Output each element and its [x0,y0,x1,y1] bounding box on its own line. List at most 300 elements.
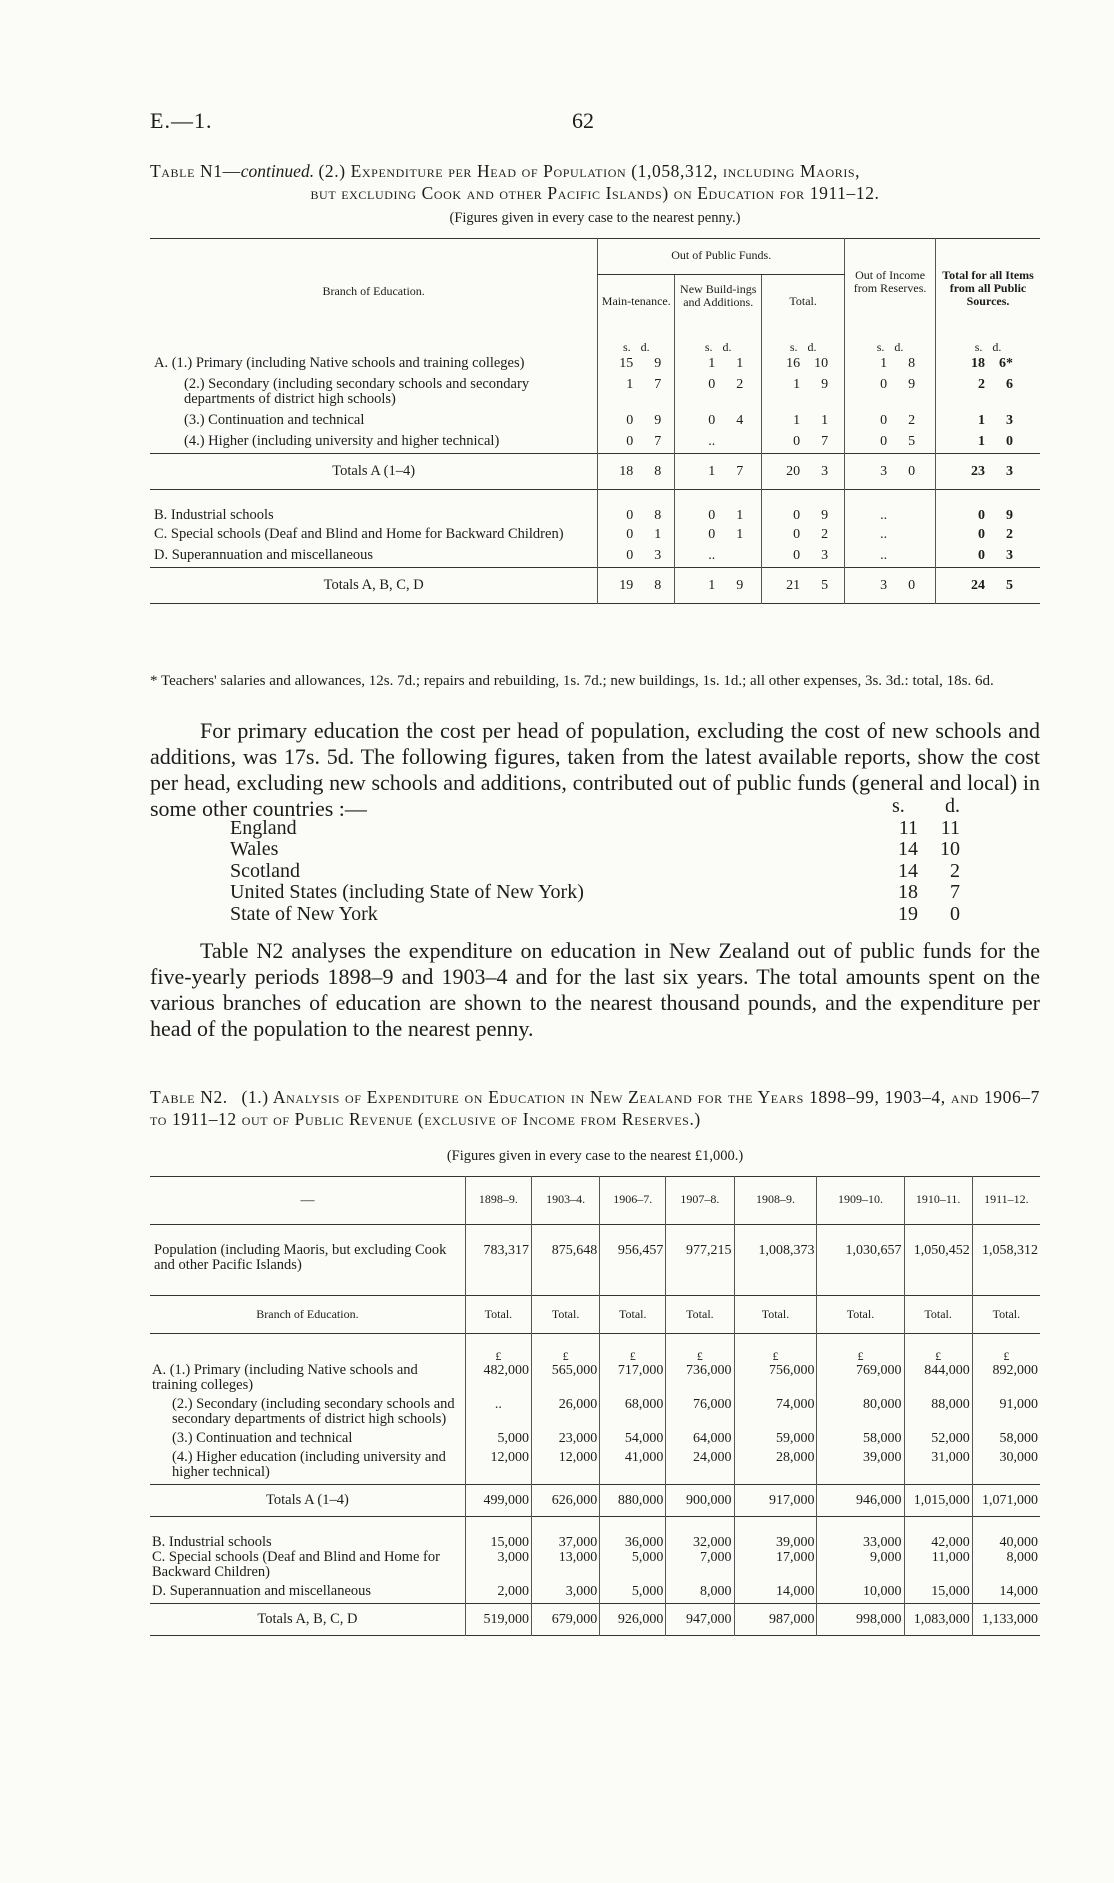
table2-currency: £ [600,1334,666,1364]
value-shillings: 23 [971,464,986,479]
table1-col-public: Out of Public Funds. [598,239,845,275]
table2-cell: 880,000 [600,1485,666,1517]
table2-cell: 8,000 [666,1584,734,1604]
unit-s: s. [789,340,798,354]
table2-row-label: B. Industrial schools [152,1534,272,1550]
value-shillings: 18 [971,356,986,371]
table2-cell: 28,000 [734,1450,817,1485]
value-pence: 1 [821,413,829,428]
table2-cell: 32,000 [666,1517,734,1551]
table2-cell: 31,000 [904,1450,972,1485]
table1-row-label: B. Industrial schools [154,507,274,523]
table1-cell-a [936,432,1040,454]
value-pence: 0 [908,578,916,593]
table1-cell-t [762,490,845,526]
table2-cell: 917,000 [734,1485,817,1517]
table1-row [150,375,1040,411]
table1-cell-r [845,568,936,604]
table1-cell-r [845,432,936,454]
country-cost-s: 14 [898,838,918,860]
value-pence: 6* [999,356,1014,371]
country-row [230,882,960,904]
value-shillings: 0 [978,508,986,523]
country-name: State of New York [230,902,378,925]
table2-population-row [150,1225,1040,1296]
value-pence: 9 [654,413,662,428]
country-row [230,861,960,883]
value-shillings: 0 [626,434,634,449]
value-pence: 1 [736,527,744,542]
table1-row-label: Totals A (1–4) [332,463,416,479]
value-shillings: 1 [626,377,634,392]
table2 [150,1176,1040,1636]
table1-col-newbuild: New Build-ings and Additions. [675,275,762,324]
table2-cell: 54,000 [600,1431,666,1450]
table2-cell: 565,000 [531,1363,599,1397]
table2-year-header: 1903–4. [531,1177,599,1225]
table1-cell-r [845,454,936,490]
table2-cell: 5,000 [600,1584,666,1604]
table1-cell-t [762,546,845,568]
country-cost-d: 10 [940,838,960,860]
table2-cell: 626,000 [531,1485,599,1517]
table2-cell: 30,000 [972,1450,1040,1485]
table1-cell-t [762,525,845,546]
table2-row [150,1363,1040,1397]
value-shillings: 0 [880,413,888,428]
value-shillings: 0 [978,527,986,542]
value-shillings: 1 [880,356,888,371]
table2-population-value: 1,030,657 [817,1225,904,1296]
value-shillings: .. [880,508,888,523]
table2-row-label: Totals A (1–4) [266,1492,349,1508]
table1-cell-n [675,525,762,546]
table1-row [150,525,1040,546]
table2-cell: 900,000 [666,1485,734,1517]
table1-totals-row [150,568,1040,604]
table1-cell-m [598,568,675,604]
table1-cell-m [598,411,675,432]
table2-population-value: 1,008,373 [734,1225,817,1296]
table1-title-line1: (2.) Expenditure per Head of Population (1,058,312, including Maoris, [318,161,861,181]
table2-cell: 10,000 [817,1584,904,1604]
country-cost-d: 2 [950,859,960,882]
table1-cell-n [675,432,762,454]
value-pence: 8 [654,508,662,523]
table2-total-header: Total. [531,1296,599,1334]
value-pence: 7 [654,434,662,449]
table2-row-label: D. Superannuation and miscellaneous [152,1583,372,1599]
table1-cell-t [762,568,845,604]
table2-cell: 1,015,000 [904,1485,972,1517]
value-pence: 3 [1006,413,1014,428]
table2-cell: 519,000 [465,1604,531,1636]
country-row [230,818,960,840]
value-pence: 3 [821,464,829,479]
value-pence: 6 [1006,377,1014,392]
value-shillings: 0 [793,508,801,523]
table2-cell: 12,000 [531,1450,599,1485]
table2-cell: 33,000 [817,1517,904,1551]
table1-cell-a [936,354,1040,375]
table2-row [150,1397,1040,1431]
value-pence: 0 [1006,434,1014,449]
table2-cell: 15,000 [465,1517,531,1551]
countries-list [230,796,960,925]
country-name: Scotland [230,859,300,882]
value-pence: 8 [654,578,662,593]
table2-title: (1.) Analysis of Expenditure on Education in New Zealand for the Years 1898–99, 1903–4, and 1906–7 to 1911–12 out of Public Revenue (exclusive of Income from Reserves.) [150,1087,1041,1129]
value-pence: 3 [1006,548,1014,563]
table2-currency: £ [972,1334,1040,1364]
table2-cell: 926,000 [600,1604,666,1636]
value-shillings: .. [708,434,716,449]
table2-population-value: 1,058,312 [972,1225,1040,1296]
table2-cell: 42,000 [904,1517,972,1551]
table1-row-label: (2.) Secondary (including secondary schools and secondary departments of district high schools) [184,376,530,407]
table1-label: Table N1— [150,161,241,181]
table2-cell: 41,000 [600,1450,666,1485]
table2-cell: 9,000 [817,1550,904,1584]
table2-currency: £ [817,1334,904,1364]
table2-row [150,1584,1040,1604]
value-shillings: 1 [708,464,716,479]
table1-row [150,546,1040,568]
table2-cell: 17,000 [734,1550,817,1584]
table2-row [150,1550,1040,1584]
table2-cell: 7,000 [666,1550,734,1584]
value-shillings: 1 [793,413,801,428]
value-pence: 7 [821,434,829,449]
paragraph-primary-cost-text: For primary education the cost per head of population, excluding the cost of new schools and additions, was 17s. 5d. The following figures, taken from the latest available reports, show the cost per head, excluding new schools and additions, contributed out of public funds (general and local) in some other countries :— [150,718,1040,821]
countries-unit-s: s. [892,795,905,817]
table1-cell-m [598,525,675,546]
country-row [230,839,960,861]
table2-cell: 987,000 [734,1604,817,1636]
table2-cell: 892,000 [972,1363,1040,1397]
value-shillings: .. [880,527,888,542]
table1-unit-cell [936,323,1040,354]
value-shillings: 0 [626,508,634,523]
table2-population-value: 783,317 [465,1225,531,1296]
table1-cell-t [762,354,845,375]
table2-row-label: C. Special schools (Deaf and Blind and Home for Backward Children) [152,1549,440,1580]
value-shillings: 15 [619,356,634,371]
table2-cell: 8,000 [972,1550,1040,1584]
table2-row [150,1450,1040,1485]
table1-col-alltotal: Total for all Items from all Public Sources. [936,239,1040,324]
table2-cell: 12,000 [465,1450,531,1485]
value-pence: 1 [736,508,744,523]
value-pence: 9 [736,578,744,593]
table1-cell-n [675,454,762,490]
table1-cell-m [598,375,675,411]
value-pence: 8 [654,464,662,479]
table2-total-header: Total. [465,1296,531,1334]
value-pence: 9 [821,508,829,523]
table2-cell: 14,000 [972,1584,1040,1604]
table2-totals-row [150,1485,1040,1517]
unit-d: d. [722,340,732,354]
countries-unit-row [230,796,960,818]
table2-cell: 91,000 [972,1397,1040,1431]
table2-population-value: 875,648 [531,1225,599,1296]
country-cost-s: 18 [898,881,918,903]
value-pence: 2 [1006,527,1014,542]
page-number: 62 [572,108,594,133]
table2-cell: 1,083,000 [904,1604,972,1636]
table2-caption [150,1086,1040,1130]
table2-cell: 58,000 [972,1431,1040,1450]
table1-cell-n [675,546,762,568]
value-pence: 5 [821,578,829,593]
country-cost-d: 11 [940,816,960,839]
unit-s: s. [974,340,983,354]
table2-cell: 36,000 [600,1517,666,1551]
table1-cell-r [845,525,936,546]
table2-cell: 1,071,000 [972,1485,1040,1517]
value-pence: 10 [814,356,829,371]
table2-branch-header-row [150,1296,1040,1334]
value-pence: 3 [654,548,662,563]
value-shillings: 21 [786,578,801,593]
table1-unit-cell [675,323,762,354]
table2-dash: — [300,1193,315,1208]
table2-body [150,1225,1040,1636]
table1-cell-m [598,454,675,490]
table2-cell: 58,000 [817,1431,904,1450]
table1-cell-t [762,454,845,490]
table2-population-label: Population (including Maoris, but excluding Cook and other Pacific Islands) [154,1242,447,1273]
country-cost [892,882,960,904]
table1-cell-r [845,490,936,526]
table2-cell: 88,000 [904,1397,972,1431]
table2-cell: 64,000 [666,1431,734,1450]
table2-row-label: Totals A, B, C, D [257,1611,358,1627]
table1-unit-cell [845,323,936,354]
table1-col-branch: Branch of Education. [322,283,425,298]
value-shillings: 2 [978,377,986,392]
value-shillings: 19 [619,578,634,593]
table1-cell-r [845,546,936,568]
table1-row-label: C. Special schools (Deaf and Blind and Home for Backward Children) [154,526,564,542]
value-shillings: 0 [793,527,801,542]
table1-row [150,354,1040,375]
table2-cell: 76,000 [666,1397,734,1431]
value-pence: 2 [736,377,744,392]
country-cost-d: 0 [950,902,960,925]
table1-row-label: D. Superannuation and miscellaneous [154,547,374,563]
table1-body [150,323,1040,604]
table2-total-header: Total. [734,1296,817,1334]
table1-cell-r [845,354,936,375]
table1-cell-a [936,546,1040,568]
table2-total-header: Total. [666,1296,734,1334]
table2-cell: 52,000 [904,1431,972,1450]
table2-cell: 482,000 [465,1363,531,1397]
table1-cell-r [845,375,936,411]
table2-cell: 80,000 [817,1397,904,1431]
country-cost [892,839,960,861]
table2-cell: 68,000 [600,1397,666,1431]
value-shillings: 20 [786,464,801,479]
unit-s: s. [622,340,631,354]
table2-year-header: 1910–11. [904,1177,972,1225]
table2-branch-label: Branch of Education. [256,1307,359,1321]
value-shillings: 0 [708,527,716,542]
table2-population-value: 977,215 [666,1225,734,1296]
table1-cell-a [936,525,1040,546]
value-shillings: 1 [793,377,801,392]
value-pence: 5 [908,434,916,449]
table2-cell: 756,000 [734,1363,817,1397]
table2-row [150,1517,1040,1551]
table2-population-value: 956,457 [600,1225,666,1296]
table1-cell-a [936,454,1040,490]
table2-cell: 37,000 [531,1517,599,1551]
value-shillings: 1 [708,356,716,371]
countries-unit-d: d. [945,795,960,817]
table1-cell-n [675,375,762,411]
table2-total-header: Total. [817,1296,904,1334]
table2-currency: £ [465,1334,531,1364]
country-name: England [230,816,297,839]
value-pence: 9 [821,377,829,392]
country-cost-d: 7 [950,881,960,903]
table1-cell-t [762,375,845,411]
table1-col-total: Total. [762,275,845,324]
value-shillings: 0 [626,527,634,542]
table1-cell-a [936,568,1040,604]
table1-unit-cell [598,323,675,354]
value-shillings: 0 [708,508,716,523]
table2-cell: 1,133,000 [972,1604,1040,1636]
value-shillings: 1 [708,578,716,593]
value-shillings: 0 [708,413,716,428]
value-shillings: 3 [880,464,888,479]
country-cost [892,818,960,840]
value-pence: 3 [821,548,829,563]
table1-label-cont: continued. [240,161,315,181]
table1-cell-m [598,546,675,568]
value-pence: 3 [1006,464,1014,479]
unit-d: d. [640,340,650,354]
table2-cell: 3,000 [465,1550,531,1584]
value-shillings: 24 [971,578,986,593]
table2-currency: £ [666,1334,734,1364]
table2-cell: 2,000 [465,1584,531,1604]
country-cost-s: 19 [898,902,918,925]
value-shillings: 0 [626,413,634,428]
page-header-code: E.—1. [150,108,213,133]
table1-row-label: (4.) Higher (including university and higher technical) [184,433,500,449]
value-shillings: 16 [786,356,801,371]
table2-year-header: 1908–9. [734,1177,817,1225]
table1-cell-n [675,354,762,375]
value-pence: 8 [908,356,916,371]
value-pence: 4 [736,413,744,428]
table1-cell-a [936,375,1040,411]
country-cost-s: 11 [898,816,918,839]
table2-currency: £ [904,1334,972,1364]
value-shillings: 0 [793,434,801,449]
table1-row-label: Totals A, B, C, D [323,577,424,593]
value-shillings: 0 [708,377,716,392]
table2-year-header: 1898–9. [465,1177,531,1225]
table2-cell: 13,000 [531,1550,599,1584]
unit-d: d. [807,340,817,354]
table2-cell: 39,000 [734,1517,817,1551]
country-cost [892,904,960,926]
value-shillings: 18 [619,464,634,479]
table2-row-label: (4.) Higher education (including university and higher technical) [172,1449,446,1480]
table2-cell: 5,000 [465,1431,531,1450]
value-shillings: 0 [880,377,888,392]
table2-population-value: 1,050,452 [904,1225,972,1296]
value-pence: 7 [654,377,662,392]
table2-cell: 14,000 [734,1584,817,1604]
table1-cell-n [675,490,762,526]
table1-row [150,411,1040,432]
table1-cell-a [936,490,1040,526]
table2-cell: 5,000 [600,1550,666,1584]
table2-cell: 844,000 [904,1363,972,1397]
value-shillings: 0 [626,548,634,563]
table2-year-header: 1909–10. [817,1177,904,1225]
table2-cell: 26,000 [531,1397,599,1431]
value-shillings: 1 [978,413,986,428]
value-shillings: 1 [978,434,986,449]
value-pence: 9 [1006,508,1014,523]
table2-cell: 946,000 [817,1485,904,1517]
table1-title-line2: but excluding Cook and other Pacific Islands) on Education for 1911–12. [310,183,880,203]
table2-row-label: (2.) Secondary (including secondary schools and secondary departments of district high schools) [172,1396,455,1427]
table1-row [150,490,1040,526]
table2-label: Table N2. [150,1087,228,1107]
value-pence: 7 [736,464,744,479]
table2-year-header: 1907–8. [666,1177,734,1225]
unit-d: d. [894,340,904,354]
value-shillings: 0 [880,434,888,449]
table1-cell-n [675,411,762,432]
table1-row-label: (3.) Continuation and technical [184,412,365,428]
table2-cell: 74,000 [734,1397,817,1431]
table2-note: (Figures given in every case to the nearest £1,000.) [446,1148,744,1164]
value-shillings: 0 [978,548,986,563]
table1-cell-m [598,432,675,454]
table1-note: (Figures given in every case to the nearest penny.) [449,210,741,226]
country-cost [892,861,960,883]
value-pence: 5 [1006,578,1014,593]
value-pence: 1 [654,527,662,542]
unit-s: s. [876,340,885,354]
value-pence: 2 [908,413,916,428]
table2-total-header: Total. [972,1296,1040,1334]
value-pence: 9 [908,377,916,392]
table1-cell-m [598,354,675,375]
table1-cell-t [762,411,845,432]
table2-currency: £ [531,1334,599,1364]
table1 [150,238,1040,604]
table2-cell: 499,000 [465,1485,531,1517]
table2-cell: 3,000 [531,1584,599,1604]
table2-cell: 59,000 [734,1431,817,1450]
table2-currency-row [150,1334,1040,1364]
table2-cell: 736,000 [666,1363,734,1397]
table1-col-maint: Main-tenance. [598,275,675,324]
table2-cell: 11,000 [904,1550,972,1584]
table1-col-reserves: Out of Income from Reserves. [845,239,936,324]
